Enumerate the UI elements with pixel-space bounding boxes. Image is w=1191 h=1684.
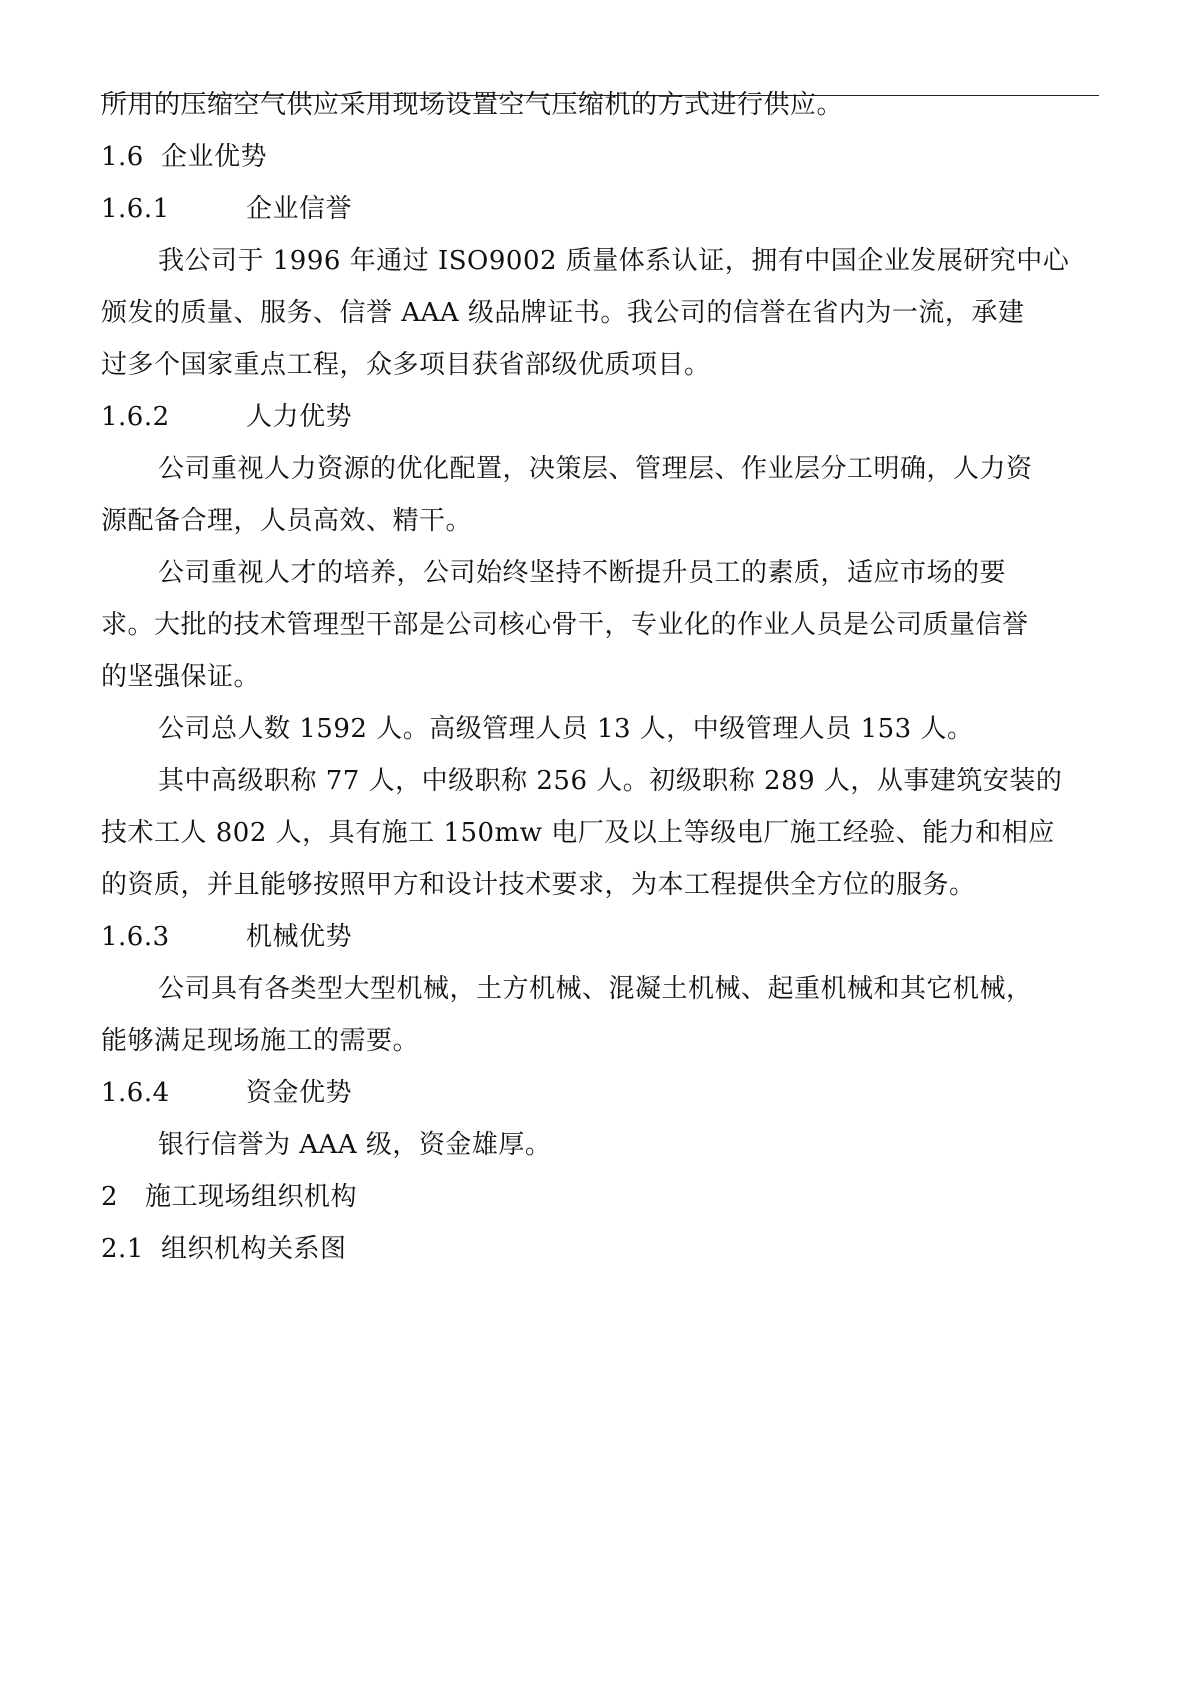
paragraph-line: 源配备合理，人员高效、精干。: [101, 506, 473, 536]
heading-1-6-4: [101, 1076, 352, 1110]
heading-number: 1.6.4: [101, 1078, 170, 1108]
paragraph-line: 公司总人数 1592 人。高级管理人员 13 人，中级管理人员 153 人。: [158, 714, 974, 744]
heading-number: 1.6.3: [101, 922, 170, 952]
intro-line: 所用的压缩空气供应采用现场设置空气压缩机的方式进行供应。: [101, 90, 844, 120]
heading-title: 企业信誉: [246, 194, 353, 224]
heading-2-1: [101, 1232, 347, 1266]
heading-number: 2.1: [101, 1234, 144, 1264]
heading-title: 施工现场组织机构: [145, 1182, 358, 1212]
heading-title: 企业优势: [161, 142, 268, 172]
heading-1-6-2: [101, 400, 352, 434]
paragraph-line: 颁发的质量、服务、信誉 AAA 级品牌证书。我公司的信誉在省内为一流，承建: [101, 298, 1025, 328]
heading-number: 2: [101, 1182, 119, 1212]
paragraph-line: 技术工人 802 人，具有施工 150mw 电厂及以上等级电厂施工经验、能力和相应: [101, 818, 1055, 848]
paragraph-line: 其中高级职称 77 人，中级职称 256 人。初级职称 289 人，从事建筑安装的: [158, 766, 1063, 796]
heading-1-6-1: [101, 192, 352, 226]
paragraph-line: 求。大批的技术管理型干部是公司核心骨干，专业化的作业人员是公司质量信誉: [101, 610, 1029, 640]
heading-number: 1.6.2: [101, 402, 170, 432]
heading-title: 资金优势: [246, 1078, 353, 1108]
paragraph-line: 公司具有各类型大型机械，土方机械、混凝土机械、起重机械和其它机械，: [158, 974, 1033, 1004]
heading-2: [101, 1180, 357, 1214]
heading-number: 1.6: [101, 142, 144, 172]
heading-title: 组织机构关系图: [161, 1234, 347, 1264]
paragraph-line: 的资质，并且能够按照甲方和设计技术要求，为本工程提供全方位的服务。: [101, 870, 976, 900]
heading-1-6-3: [101, 920, 352, 954]
paragraph-line: 的坚强保证。: [101, 662, 261, 692]
heading-1-6: [101, 140, 267, 174]
heading-title: 人力优势: [246, 402, 353, 432]
paragraph-line: 过多个国家重点工程，众多项目获省部级优质项目。: [101, 350, 711, 380]
paragraph-line: 公司重视人力资源的优化配置，决策层、管理层、作业层分工明确，人力资: [158, 454, 1033, 484]
paragraph-line: 公司重视人才的培养，公司始终坚持不断提升员工的素质，适应市场的要: [158, 558, 1007, 588]
paragraph-line: 能够满足现场施工的需要。: [101, 1026, 420, 1056]
paragraph-line: 银行信誉为 AAA 级，资金雄厚。: [158, 1130, 552, 1160]
heading-title: 机械优势: [246, 922, 353, 952]
paragraph-line: 我公司于 1996 年通过 ISO9002 质量体系认证，拥有中国企业发展研究中心: [158, 246, 1070, 276]
heading-number: 1.6.1: [101, 194, 170, 224]
